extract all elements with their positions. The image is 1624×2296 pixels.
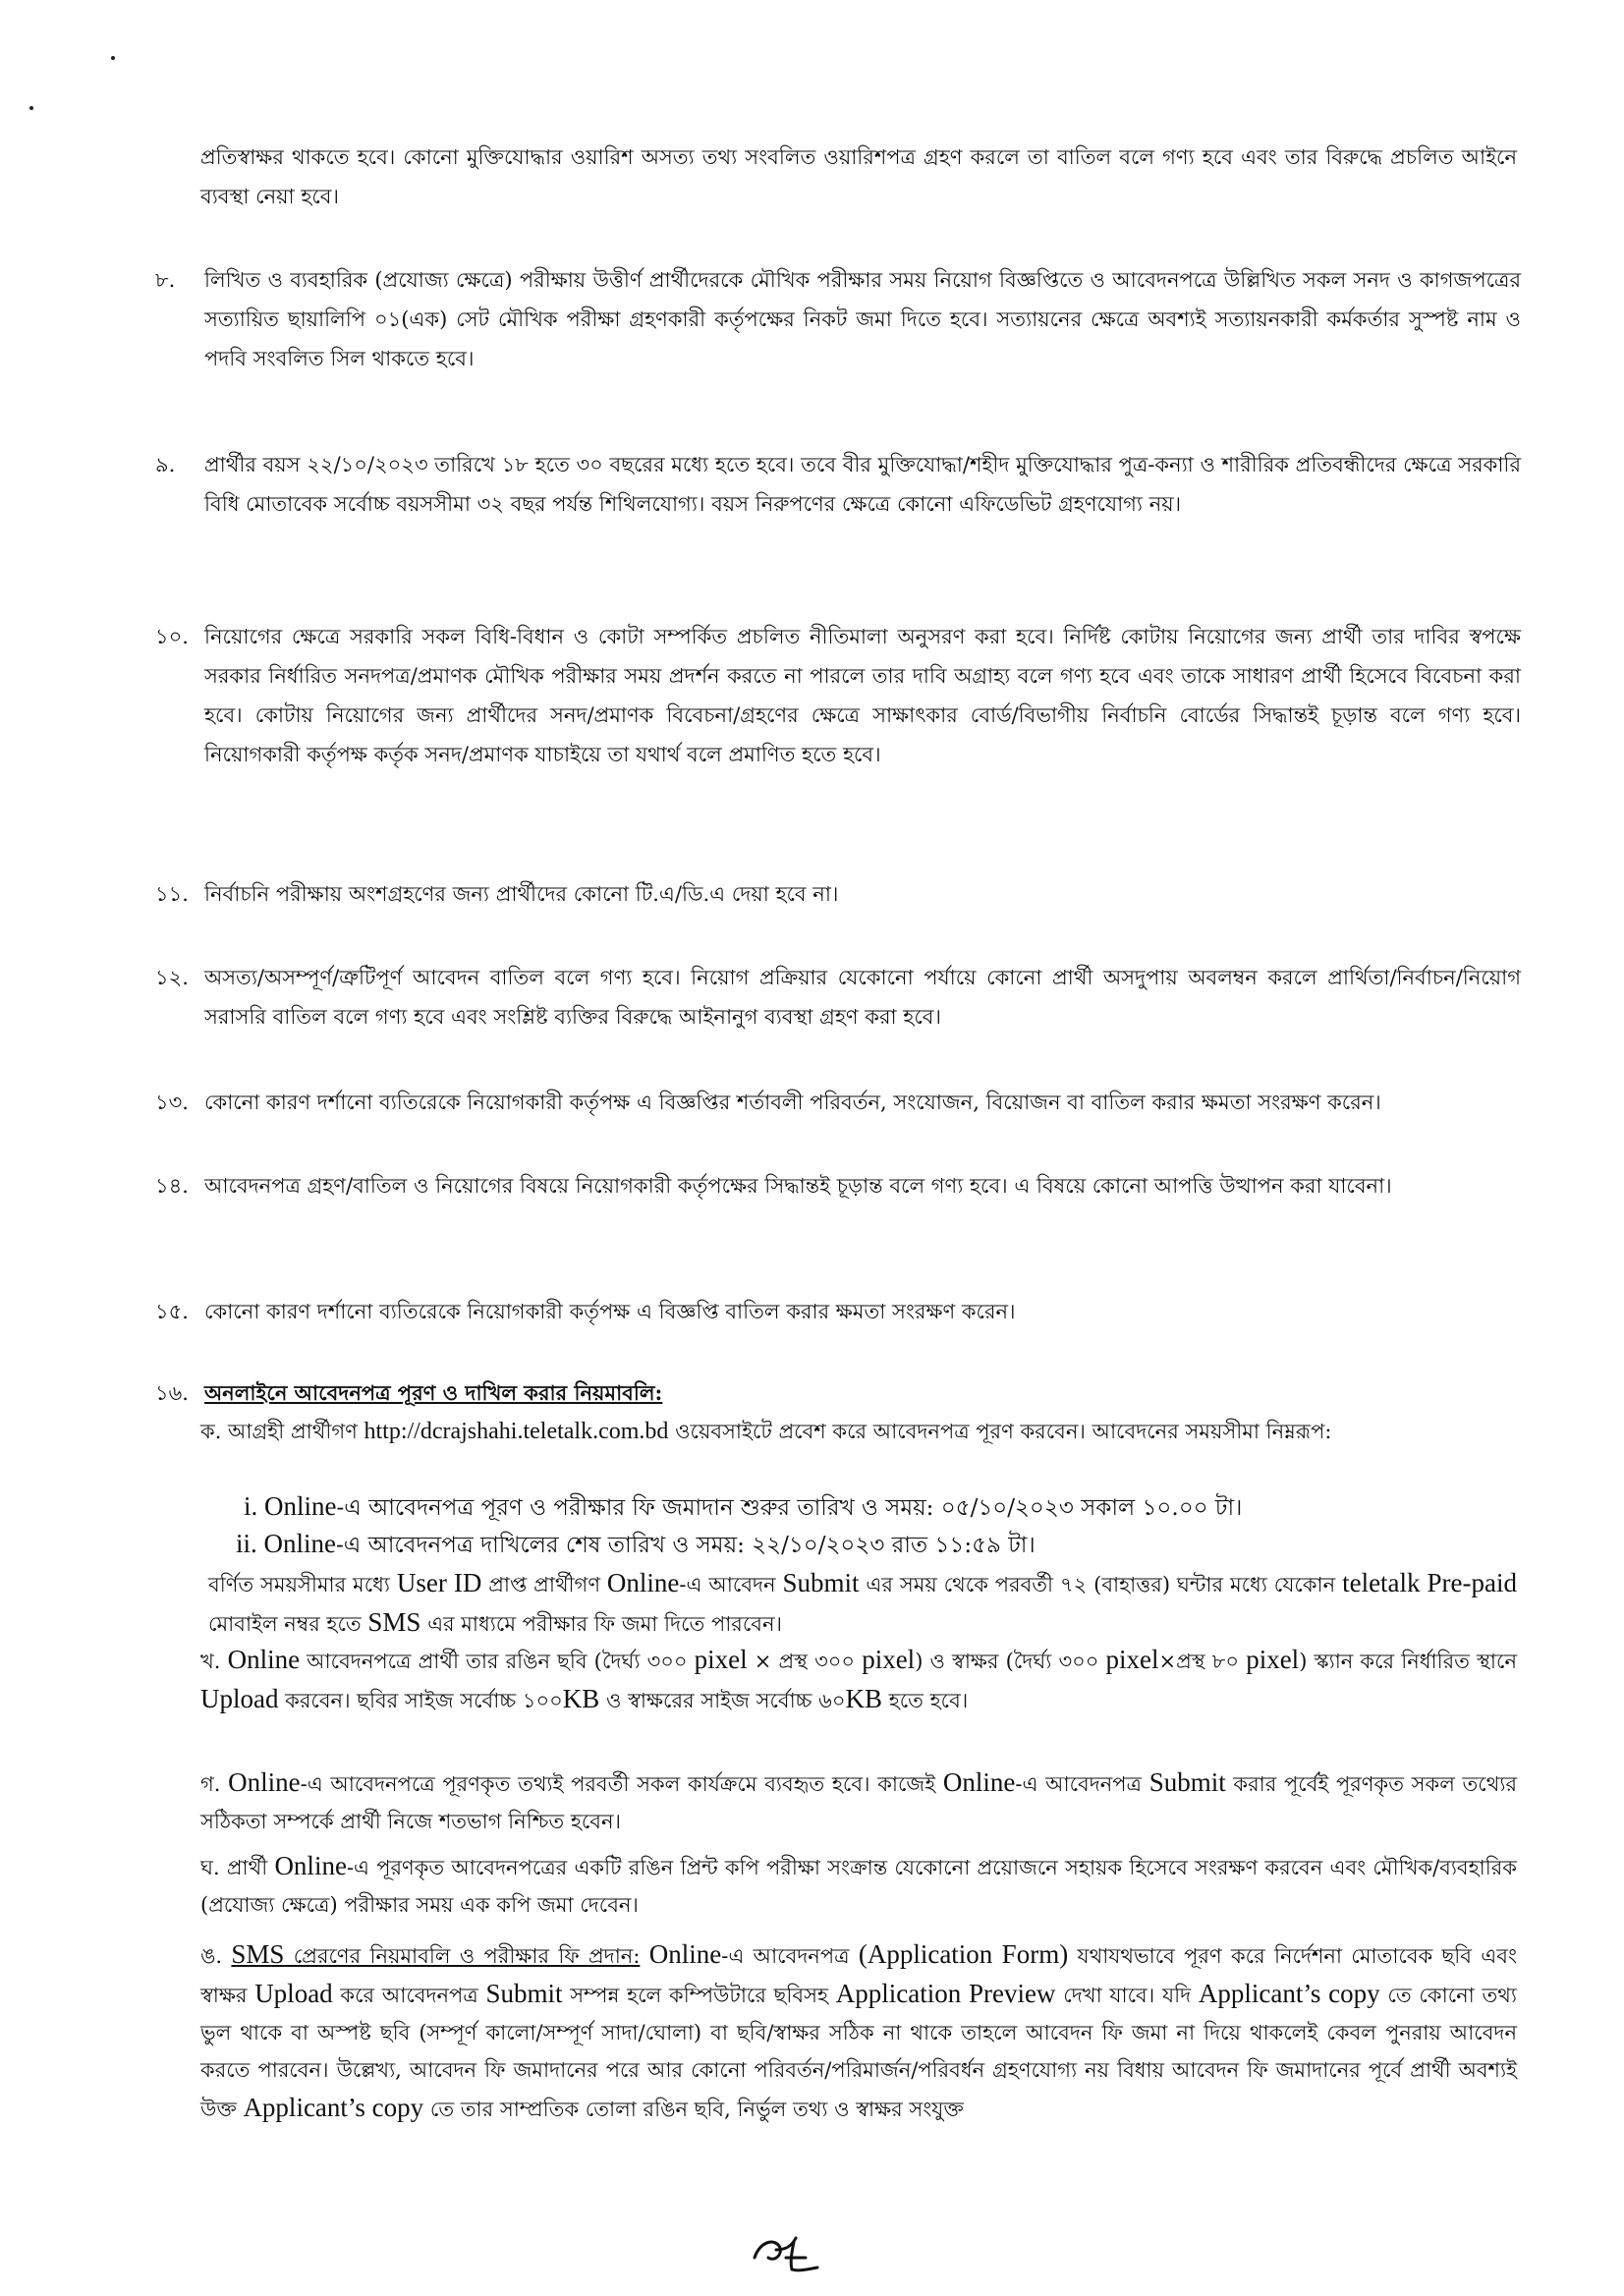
text-run: Applicant’s copy [1198, 1979, 1380, 2008]
text-run: SMS [231, 1939, 285, 1969]
text-run: ) স্ক্যান করে নির্ধারিত স্থানে [1299, 1650, 1517, 1673]
text-run: তে কোনো তথ্য ভুল থাকে বা অস্পষ্ট ছবি (সম্পূর্ণ কালো/সম্পূর্ণ সাদা/ঘোলা) বা ছবি/স্বাক্ষর সঠিক না থাকে তাহলে আবেদন ফি জমা না দিয়ে থাকলেই কেবল পুনরায় আবেদন করতে পারবেন। উল্লেখ্য, আবেদন ফি জমাদানের পরে আর কোনো পরিবর্তন/পরিমার্জন/পরিবর্ধন গ্রহণযোগ্য নয় বিধায় আবেদন ফি জমাদানের পূর্বে প্রার্থী অবশ্যই উক্ত [200, 1984, 1517, 2121]
clause-text: নিয়োগের ক্ষেত্রে সরকারি সকল বিধি-বিধান ও কোটা সম্পর্কিত প্রচলিত নীতিমালা অনুসরণ করা হবে। নির্দিষ্ট কোটায় নিয়োগের জন্য প্রার্থী তার দাবির স্বপক্ষে সরকার নির্ধারিত সনদপত্র/প্রমাণক মৌখিক পরীক্ষার সময় প্রদর্শন করতে না পারলে তার দাবি অগ্রাহ্য বলে গণ্য হবে এবং তাকে সাধারণ প্রার্থী হিসেবে বিবেচনা করা হবে। কোটায় নিয়োগের জন্য প্রার্থীদের সনদ/প্রমাণক বিবেচনা/গ্রহণের ক্ষেত্রে সাক্ষাৎকার বোর্ড/বিভাগীয় নির্বাচনি বোর্ডের সিদ্ধান্তই চূড়ান্ত বলে গণ্য হবে। নিয়োগকারী কর্তৃপক্ষ কর্তৃক সনদ/প্রমাণক যাচাইয়ে তা যথার্থ বলে প্রমাণিত হতে হবে। [204, 625, 1521, 766]
text-run: Online [942, 1767, 1016, 1797]
clause-text: কোনো কারণ দর্শানো ব্যতিরেকে নিয়োগকারী কর্তৃপক্ষ এ বিজ্ঞপ্তির শর্তাবলী পরিবর্তন, সংযোজন, বিয়োজন বা বাতিল করার ক্ষমতা সংরক্ষণ করেন। [204, 1091, 1381, 1114]
clause-number: ১১. [155, 882, 189, 906]
text-run: প্রাপ্ত প্রার্থীগণ [481, 1573, 607, 1596]
sub-ka [200, 1413, 1517, 1450]
text-run: pixel [1246, 1645, 1300, 1674]
clause-number: ১০. [155, 625, 189, 648]
text-run: Online [640, 1939, 722, 1969]
intro-paragraph: প্রতিস্বাক্ষর থাকতে হবে। কোনো মুক্তিযোদ্ধার ওয়ারিশ অসত্য তথ্য সংবলিত ওয়ারিশপত্র গ্রহণ করলে তা বাতিল বলে গণ্য হবে এবং তার বিরুদ্ধে প্রচলিত আইনে ব্যবস্থা নেয়া হবে। [200, 145, 1517, 208]
text-run: ×প্রস্থ ৮০ [1158, 1650, 1247, 1673]
text-run: pixel [694, 1645, 748, 1674]
text-run: teletalk Pre-paid [1342, 1568, 1517, 1597]
clause-15 [155, 1292, 1521, 1331]
text-run: Submit [782, 1568, 860, 1597]
text-run: মোবাইল নম্বর হতে [208, 1612, 368, 1636]
text-run: সম্পন্ন হলে কম্পিউটারে ছবিসহ [562, 1984, 836, 2007]
text-run: -এ আবেদনপত্র [721, 1944, 859, 1968]
sub-ga [200, 1764, 1517, 1840]
text-run: pixel [862, 1645, 916, 1674]
clause-11 [155, 874, 1521, 914]
sub-gha [200, 1847, 1517, 1924]
text-run: এর মাধ্যমে পরীক্ষার ফি জমা দিতে পারবেন। [420, 1612, 783, 1636]
text-run: Submit [1148, 1767, 1226, 1797]
clause-14 [155, 1166, 1521, 1205]
clause-number: ১৪. [155, 1174, 189, 1198]
clause-13 [155, 1083, 1521, 1122]
clause-text: আবেদনপত্র গ্রহণ/বাতিল ও নিয়োগের বিষয়ে নিয়োগকারী কর্তৃপক্ষের সিদ্ধান্তই চূড়ান্ত বলে গণ্য হবে। এ বিষয়ে কোনো আপত্তি উত্থাপন করা যাবেনা। [204, 1174, 1392, 1198]
text-run: ঘ. প্রার্থী [200, 1856, 275, 1879]
clause-number: ১২. [155, 966, 189, 989]
clause-text: অসত্য/অসম্পূর্ণ/ত্রুটিপূর্ণ আবেদন বাতিল বলে গণ্য হবে। নিয়োগ প্রক্রিয়ার যেকোনো পর্যায়ে কোনো প্রার্থী অসদুপায় অবলম্বন করলে প্রার্থিতা/নির্বাচন/নিয়োগ সরাসরি বাতিল বলে গণ্য হবে এবং সংশ্লিষ্ট ব্যক্তির বিরুদ্ধে আইনানুগ ব্যবস্থা গ্রহণ করা হবে। [204, 966, 1521, 1029]
text-run: আবেদনপত্রে প্রার্থী তার রঙিন ছবি (দৈর্ঘ্য ৩০০ [300, 1650, 695, 1673]
text-run: ) ও স্বাক্ষর (দৈর্ঘ্য ৩০০ [915, 1650, 1106, 1673]
fee-payment-paragraph [208, 1564, 1517, 1643]
text-run: SMS [367, 1607, 421, 1637]
page-number-handwritten [747, 2228, 835, 2279]
clause-number: ৯. [155, 453, 176, 476]
text-run: -এ আবেদন [679, 1573, 783, 1596]
schedule-end [236, 1525, 1513, 1564]
clause-10 [155, 617, 1521, 774]
schedule-end-text: -এ আবেদনপত্র দাখিলের শেষ তারিখ ও সময়: ২২/১০/২০২৩ রাত ১১:৫৯ টা। [336, 1533, 1036, 1558]
sub-kha [200, 1641, 1517, 1719]
clause-9 [155, 445, 1521, 524]
scan-speck [29, 106, 33, 110]
schedule-start-label: i. Online [244, 1491, 337, 1521]
text-run: Submit [485, 1979, 563, 2008]
clause-text: প্রার্থীর বয়স ২২/১০/২০২৩ তারিখে ১৮ হতে ৩০ বছরের মধ্যে হতে হবে। তবে বীর মুক্তিযোদ্ধা/শহীদ মুক্তিযোদ্ধার পুত্র-কন্যা ও শারীরিক প্রতিবন্ধীদের ক্ষেত্রে সরকারি বিধি মোতাবেক সর্বোচ্চ বয়সসীমা ৩২ বছর পর্যন্ত শিথিলযোগ্য। বয়স নিরুপণের ক্ষেত্রে কোনো এফিডেভিট গ্রহণযোগ্য নয়। [204, 453, 1521, 516]
text-run: গ. [200, 1772, 229, 1796]
text-run: pixel [1105, 1645, 1159, 1674]
text-run: Online [228, 1767, 301, 1797]
text-run: হতে হবে। [882, 1689, 969, 1712]
sub-umo [200, 1935, 1517, 2128]
text-run: এর সময় থেকে পরবর্তী ৭২ (বাহাত্তর) ঘন্টার মধ্যে যেকোন [859, 1573, 1343, 1596]
text-run: -এ আবেদনপত্র [1015, 1772, 1149, 1796]
section-heading [204, 1373, 1521, 1413]
sub-ka-prefix: ক. আগ্রহী প্রার্থীগণ [200, 1420, 364, 1443]
clause-16 [155, 1373, 1521, 1413]
text-run: Online [606, 1568, 680, 1597]
text-run: KB [845, 1684, 883, 1713]
clause-number: ৮. [155, 268, 176, 292]
clause-text: নির্বাচনি পরীক্ষায় অংশগ্রহণের জন্য প্রার্থীদের কোনো টি.এ/ডি.এ দেয়া হবে না। [204, 882, 839, 906]
text-run: × প্রস্থ ৩০০ [747, 1650, 863, 1673]
clause-number: ১৬. [155, 1381, 189, 1405]
text-run: User ID [396, 1568, 482, 1597]
text-run: ও স্বাক্ষরের সাইজ সর্বোচ্চ ৬০ [599, 1689, 846, 1712]
text-run: Application Preview [835, 1979, 1056, 2008]
clause-text: লিখিত ও ব্যবহারিক (প্রযোজ্য ক্ষেত্রে) পরীক্ষায় উত্তীর্ণ প্রার্থীদেরকে মৌখিক পরীক্ষার সময় নিয়োগ বিজ্ঞপ্তিতে ও আবেদনপত্রে উল্লিখিত সকল সনদ ও কাগজপত্রের সত্যায়িত ছায়ালিপি ০১(এক) সেট মৌখিক পরীক্ষা গ্রহণকারী কর্তৃপক্ষের নিকট জমা দিতে হবে। সত্যায়নের ক্ষেত্রে অবশ্যই সত্যায়নকারী কর্মকর্তার সুস্পষ্ট নাম ও পদবি সংবলিত সিল থাকতে হবে। [204, 268, 1521, 370]
text-run: (Application Form) [858, 1939, 1069, 1969]
text-run: KB [562, 1684, 600, 1713]
text-run: করে আবেদনপত্র [332, 1984, 486, 2007]
text-run: Online [274, 1851, 347, 1880]
section-heading-text: অনলাইনে আবেদনপত্র পূরণ ও দাখিল করার নিয়মাবলি: [204, 1380, 663, 1405]
text-run: করার পূর্বেই পূরণকৃত সকল তথ্যের সঠিকতা সম্পর্কে প্রার্থী নিজে শতভাগ নিশ্চিত হবেন। [200, 1772, 1517, 1833]
text-run: Applicant’s copy [243, 2093, 424, 2122]
clause-number: ১৫. [155, 1300, 189, 1323]
text-run: বর্ণিত সময়সীমার মধ্যে [208, 1573, 397, 1596]
schedule-end-label: ii. Online [236, 1529, 336, 1558]
text-run: খ. [200, 1650, 228, 1673]
scan-speck [111, 56, 115, 60]
clause-number: ১৩. [155, 1091, 189, 1114]
text-run: -এ আবেদনপত্রে পূরণকৃত তথ্যই পরবর্তী সকল কার্যক্রমে ব্যবহৃত হবে। কাজেই [300, 1772, 943, 1796]
text-run: করবেন। ছবির সাইজ সর্বোচ্চ ১০০ [278, 1689, 563, 1712]
text-run: প্রেরণের নিয়মাবলি ও পরীক্ষার ফি প্রদান: [284, 1944, 641, 1968]
text-run: যথাযথভাবে পূরণ করে নির্দেশনা মোতাবেক ছবি এবং স্বাক্ষর [200, 1944, 1517, 2007]
text-run: ঙ. [200, 1944, 232, 1968]
clause-12 [155, 958, 1521, 1036]
website-url: http://dcrajshahi.teletalk.com.bd [364, 1419, 669, 1444]
text-run: দেখা যাবে। যদি [1055, 1984, 1199, 2007]
schedule-start [244, 1487, 1521, 1527]
text-run: -এ পূরণকৃত আবেদনপত্রের একটি রঙিন প্রিন্ট কপি পরীক্ষা সংক্রান্ত যেকোনো প্রয়োজনে সহায়ক হিসেবে সংরক্ষণ করবেন এবং মৌখিক/ব্যবহারিক (প্রযোজ্য ক্ষেত্রে) পরীক্ষার সময় এক কপি জমা দেবেন। [200, 1856, 1517, 1917]
clause-text: কোনো কারণ দর্শানো ব্যতিরেকে নিয়োগকারী কর্তৃপক্ষ এ বিজ্ঞপ্তি বাতিল করার ক্ষমতা সংরক্ষণ করেন। [204, 1300, 1016, 1323]
text-run: Upload [254, 1979, 333, 2008]
clause-8 [155, 260, 1521, 378]
text-run: তে তার সাম্প্রতিক তোলা রঙিন ছবি, নির্ভুল তথ্য ও স্বাক্ষর সংযুক্ত [423, 2098, 964, 2121]
sub-ka-suffix: ওয়েবসাইটে প্রবেশ করে আবেদনপত্র পূরণ করবেন। আবেদনের সময়সীমা নিম্নরূপ: [668, 1420, 1332, 1443]
text-run: Online [227, 1645, 301, 1674]
schedule-start-text: -এ আবেদনপত্র পূরণ ও পরীক্ষার ফি জমাদান শুরুর তারিখ ও সময়: ০৫/১০/২০২৩ সকাল ১০.০০ টা। [336, 1495, 1243, 1521]
text-run: Upload [200, 1684, 279, 1713]
